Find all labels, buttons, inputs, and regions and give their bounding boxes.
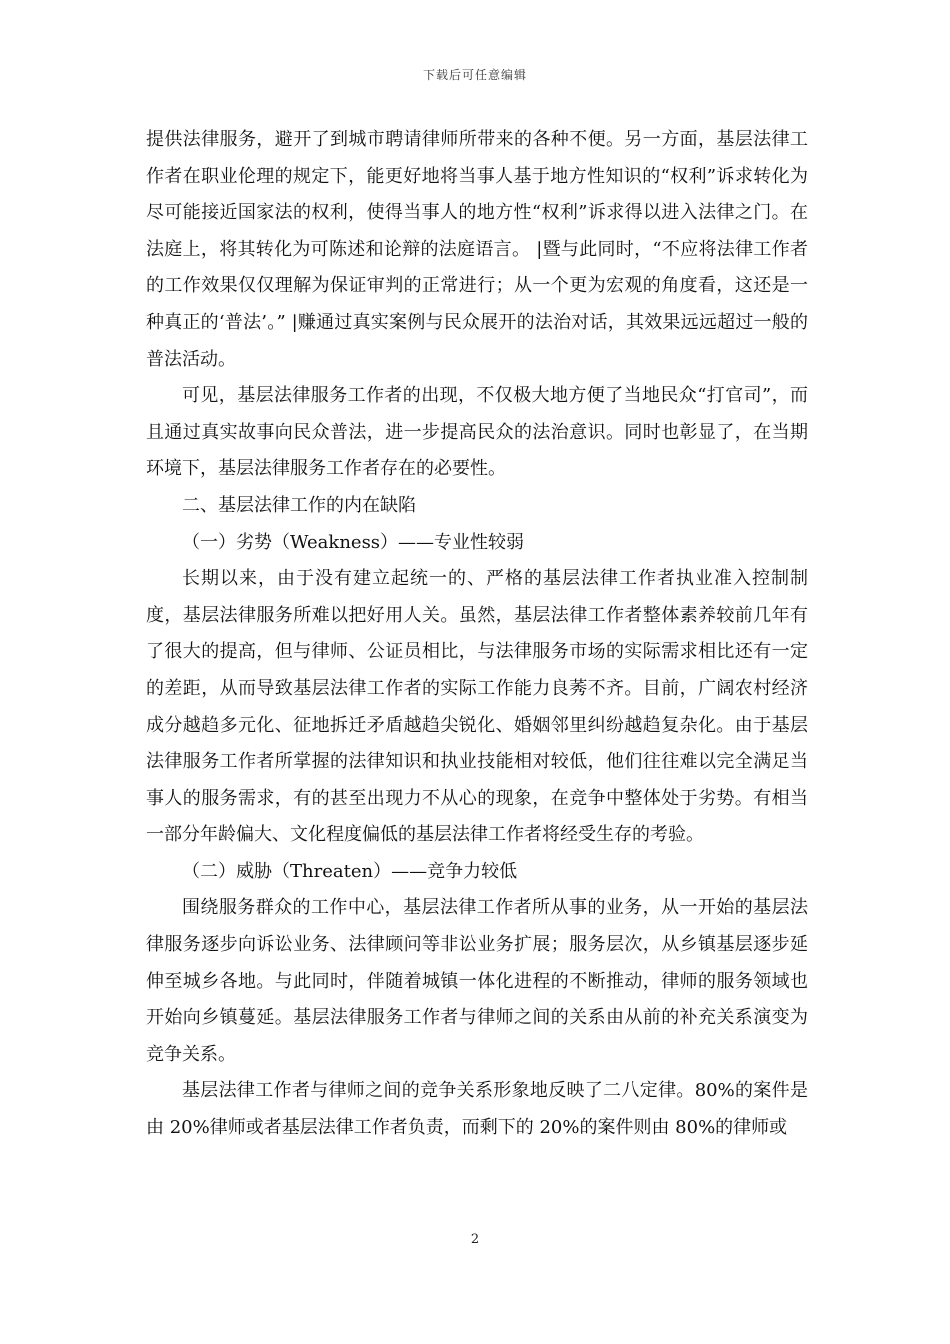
subsection-heading-weakness: （一）劣势（Weakness）——专业性较弱 xyxy=(182,531,525,553)
section-heading: 二、基层法律工作的内在缺陷 xyxy=(182,494,416,516)
paragraph-3: 长期以来，由于没有建立起统一的、严格的基层法律工作者执业准入控制制度，基层法律服务所难以把好用人关。虽然，基层法律工作者整体素养较前几年有了很大的提高，但与律师、公证员相比，与法律服务市场的实际需求相比还有一定的差距，从而导致基层法律工作者的实际工作能力良莠不齐。目前，广阔农村经济成分越趋多元化、征地拆迁矛盾越趋尖锐化、婚姻邻里纠纷越趋复杂化。由于基层法律服务工作者所掌握的法律知识和执业技能相对较低，他们往往难以完全满足当事人的服务需求，有的甚至出现力不从心的现象，在竞争中整体处于劣势。有相当一部分年龄偏大、文化程度偏低的基层法律工作者将经受生存的考验。 xyxy=(146,568,808,846)
page-header: 下载后可任意编辑 xyxy=(422,68,527,82)
subsection-heading-threaten: （二）威胁（Threaten）——竞争力较低 xyxy=(182,860,518,882)
paragraph-1: 提供法律服务，避开了到城市聘请律师所带来的各种不便。另一方面，基层法律工作者在职业伦理的规定下，能更好地将当事人基于地方性知识的“权利”诉求转化为尽可能接近国家法的权利，使得当事人的地方性“权利”诉求得以进入法律之门。在法庭上，将其转化为可陈述和论辩的法庭语言。 |暨与此同时，“不应将法律工作者的工作效果仅仅理解为保证审判的正常进行；从一个更为宏观的角度看，这还是一种真正的‘普法’。” |赚通过真实案例与民众展开的法治对话，其效果远远超过一般的普法活动。 xyxy=(146,129,808,370)
document-body xyxy=(146,122,808,1147)
paragraph-4: 围绕服务群众的工作中心，基层法律工作者所从事的业务，从一开始的基层法律服务逐步向诉讼业务、法律顾问等非讼业务扩展；服务层次，从乡镇基层逐步延伸至城乡各地。与此同时，伴随着城镇一体化进程的不断推动，律师的服务领域也开始向乡镇蔓延。基层法律服务工作者与律师之间的关系由从前的补充关系演变为竞争关系。 xyxy=(146,897,808,1065)
paragraph-5: 基层法律工作者与律师之间的竞争关系形象地反映了二八定律。80%的案件是由 20%律师或者基层法律工作者负责，而剩下的 20%的案件则由 80%的律师或 xyxy=(146,1080,808,1139)
paragraph-2: 可见，基层法律服务工作者的出现，不仅极大地方便了当地民众“打官司”，而且通过真实故事向民众普法，进一步提高民众的法治意识。同时也彰显了，在当期环境下，基层法律服务工作者存在的必要性。 xyxy=(146,385,808,480)
page-number: 2 xyxy=(470,1232,480,1247)
